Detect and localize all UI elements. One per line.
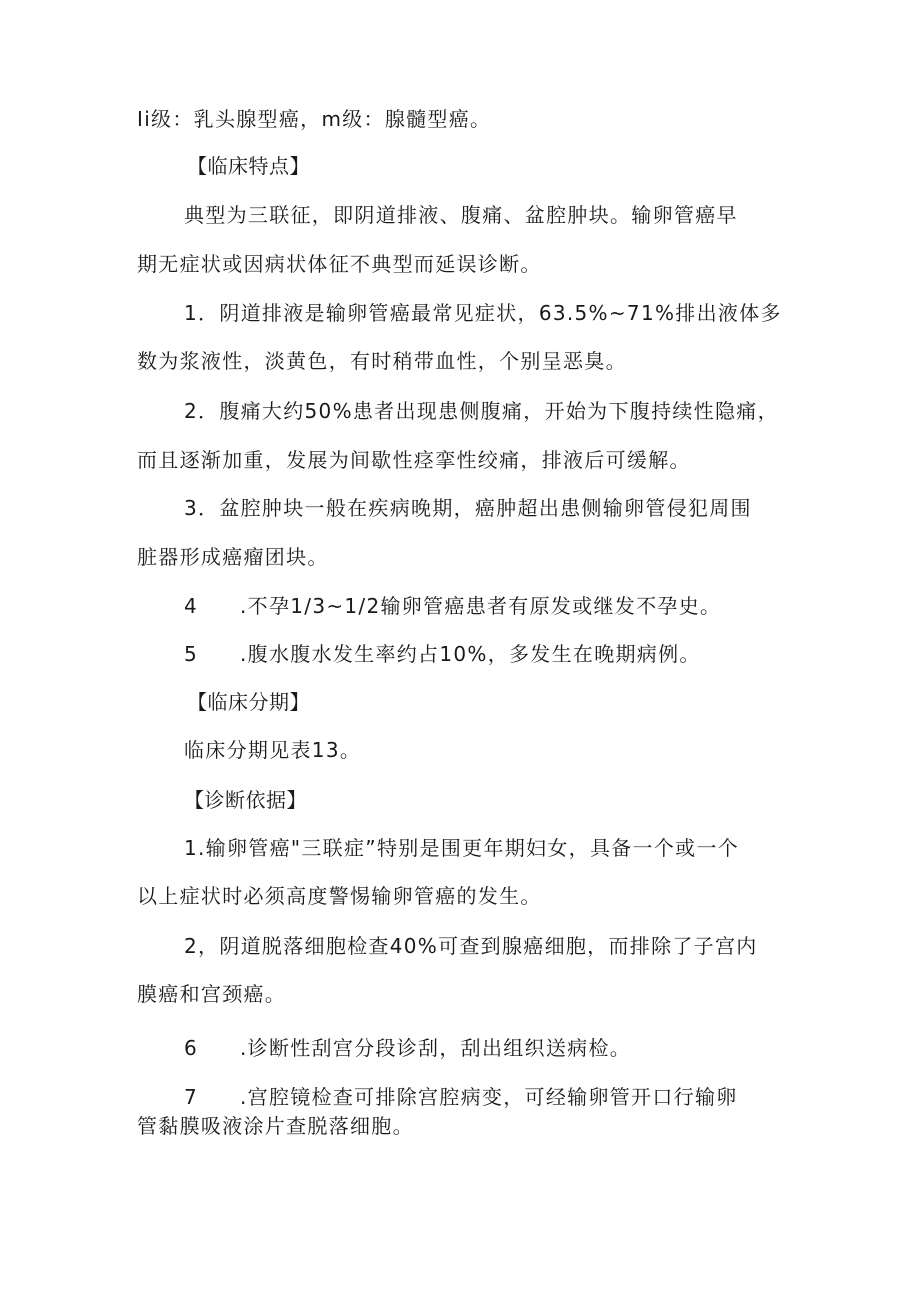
list-item-line: 脏器形成癌瘤团块。 — [137, 545, 329, 569]
list-item-line: 以上症状时必须高度警惕输卵管癌的发生。 — [137, 884, 542, 908]
grade-line: Ii级：乳头腺型癌，m级：腺髓型癌。 — [137, 107, 492, 131]
section-heading-clinical-features: 【临床特点】 — [187, 154, 310, 178]
list-item-line: 膜癌和宫颈癌。 — [137, 982, 287, 1006]
section-heading-clinical-staging: 【临床分期】 — [187, 690, 310, 714]
paragraph-line: 临床分期见表13。 — [184, 738, 362, 762]
list-item-number: 4 — [184, 594, 199, 618]
list-item-line: 而且逐渐加重，发展为间歇性痉挛性绞痛，排液后可缓解。 — [137, 448, 691, 472]
list-item-line: 2，阴道脱落细胞检查40%可查到腺癌细胞，而排除了子宫内 — [184, 934, 758, 958]
list-item-line: 2．腹痛大约50%患者出现患侧腹痛，开始为下腹持续性隐痛， — [184, 399, 779, 423]
list-item-line: .宫腔镜检查可排除宫腔病变，可经输卵管开口行输卵 — [240, 1085, 738, 1109]
list-item-line: 1.输卵管癌"三联症”特别是围更年期妇女，具备一个或一个 — [184, 836, 740, 860]
list-item-line: 3．盆腔肿块一般在疾病晚期，癌肿超出患侧输卵管侵犯周围 — [184, 496, 752, 520]
list-item-line: .诊断性刮宫分段诊刮，刮出组织送病检。 — [240, 1036, 632, 1060]
section-heading-diagnosis: 【诊断依据】 — [184, 788, 307, 812]
list-item-number: 6 — [184, 1036, 199, 1060]
list-item-line: .不孕1/3~1/2输卵管癌患者有原发或继发不孕史。 — [240, 594, 722, 618]
paragraph-line: 期无症状或因病状体征不典型而延误诊断。 — [137, 252, 542, 276]
list-item-number: 5 — [184, 642, 199, 666]
list-item-line: 1．阴道排液是输卵管癌最常见症状，63.5%~71%排出液体多 — [184, 301, 782, 325]
paragraph-line: 典型为三联征，即阴道排液、腹痛、盆腔肿块。输卵管癌早 — [184, 203, 738, 227]
list-item-line: 管黏膜吸液涂片查脱落细胞。 — [137, 1114, 414, 1138]
list-item-line: 数为浆液性，淡黄色，有时稍带血性，个别呈恶臭。 — [137, 349, 627, 373]
list-item-number: 7 — [184, 1085, 199, 1109]
list-item-line: .腹水腹水发生率约占10%，多发生在晚期病例。 — [240, 642, 701, 666]
